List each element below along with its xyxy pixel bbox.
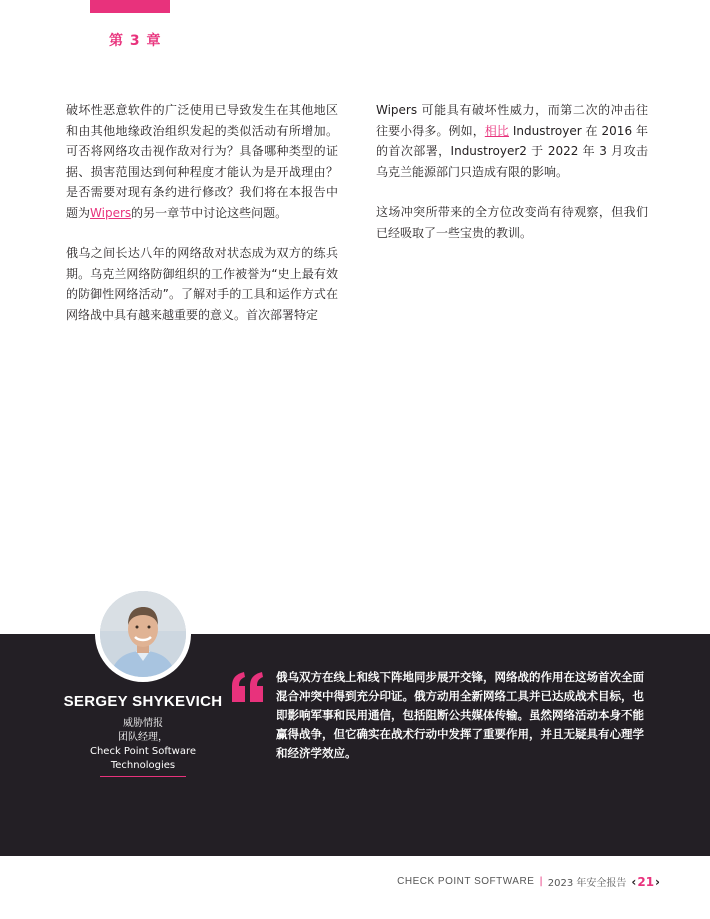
wipers-link[interactable]: Wipers [90,205,132,220]
chevron-right-icon[interactable]: › [655,874,660,889]
person-name: SERGEY SHYKEVICH [63,693,223,710]
quote-text: 俄乌双方在线上和线下阵地同步展开交锋，网络战的作用在这场首次全面混合冲突中得到充分印证。俄方动用全新网络工具并已达成战术目标，也即影响军事和民用通信，包括阻断公共媒体传输。虽然网络活动本身不能赢得战争，但它确实在战术行动中发挥了重要作用，并且无疑具有心理学和经济学效应。 [276,670,644,760]
text-span: 的另一章节中讨论这些问题。 [131,205,288,220]
footer-separator: | [539,876,543,887]
chevron-left-icon[interactable]: ‹ [631,874,637,889]
role-line: Technologies [110,760,176,771]
role-line: 团队经理， [118,732,168,743]
left-paragraph-2: 俄乌之间长达八年的网络敌对状态成为双方的练兵期。乌克兰网络防御组织的工作被誉为“史上最有效的防御性网络活动”。了解对手的工具和运作方式在网络战中具有越来越重要的意义。首次部署特定 [66,246,338,322]
name-underline [100,776,186,777]
avatar [95,586,191,682]
comparison-link[interactable]: 相比 [484,123,509,138]
page-number: 21 [637,874,655,889]
portrait-photo [100,591,186,677]
chapter-label: 第 3 章 [109,33,162,49]
right-column [376,100,648,263]
footer-brand: CHECK POINT SOFTWARE [397,876,535,887]
left-column [66,100,338,345]
portrait-illustration [100,591,186,677]
right-paragraph-2: 这场冲突所带来的全方位改变尚有待观察，但我们已经吸取了一些宝贵的教训。 [376,205,648,240]
page-navigation [631,875,660,889]
role-line: Check Point Software [89,746,197,757]
quote-mark-icon [230,672,266,702]
chapter-tab-bar [90,0,170,13]
role-line: 威胁情报 [123,718,163,729]
text-span: Industroyer 在 2016 年的首次部署，Industroyer2 于 2022 年 3 月攻击乌克兰能源部门只造成有限的影响。 [376,123,648,179]
footer-report: 2023 年安全报告 [547,878,627,889]
left-paragraph-1 [66,100,338,223]
page-footer [397,874,660,889]
person-role [60,717,226,773]
text-span: 破坏性恶意软件的广泛使用已导致发生在其他地区和由其他地缘政治组织发起的类似活动有所增加。可否将网络攻击视作敌对行为？具备哪种类型的证据、损害范围达到何种程度才能认为是开战理由？是否需要对现有条约进行修改？我们将在本报告中题为 [66,103,338,220]
text-span: Wipers 可能具有破坏性威力，而第二次的冲击往往要小得多。例如， [376,103,648,138]
right-paragraph-1 [376,100,648,182]
